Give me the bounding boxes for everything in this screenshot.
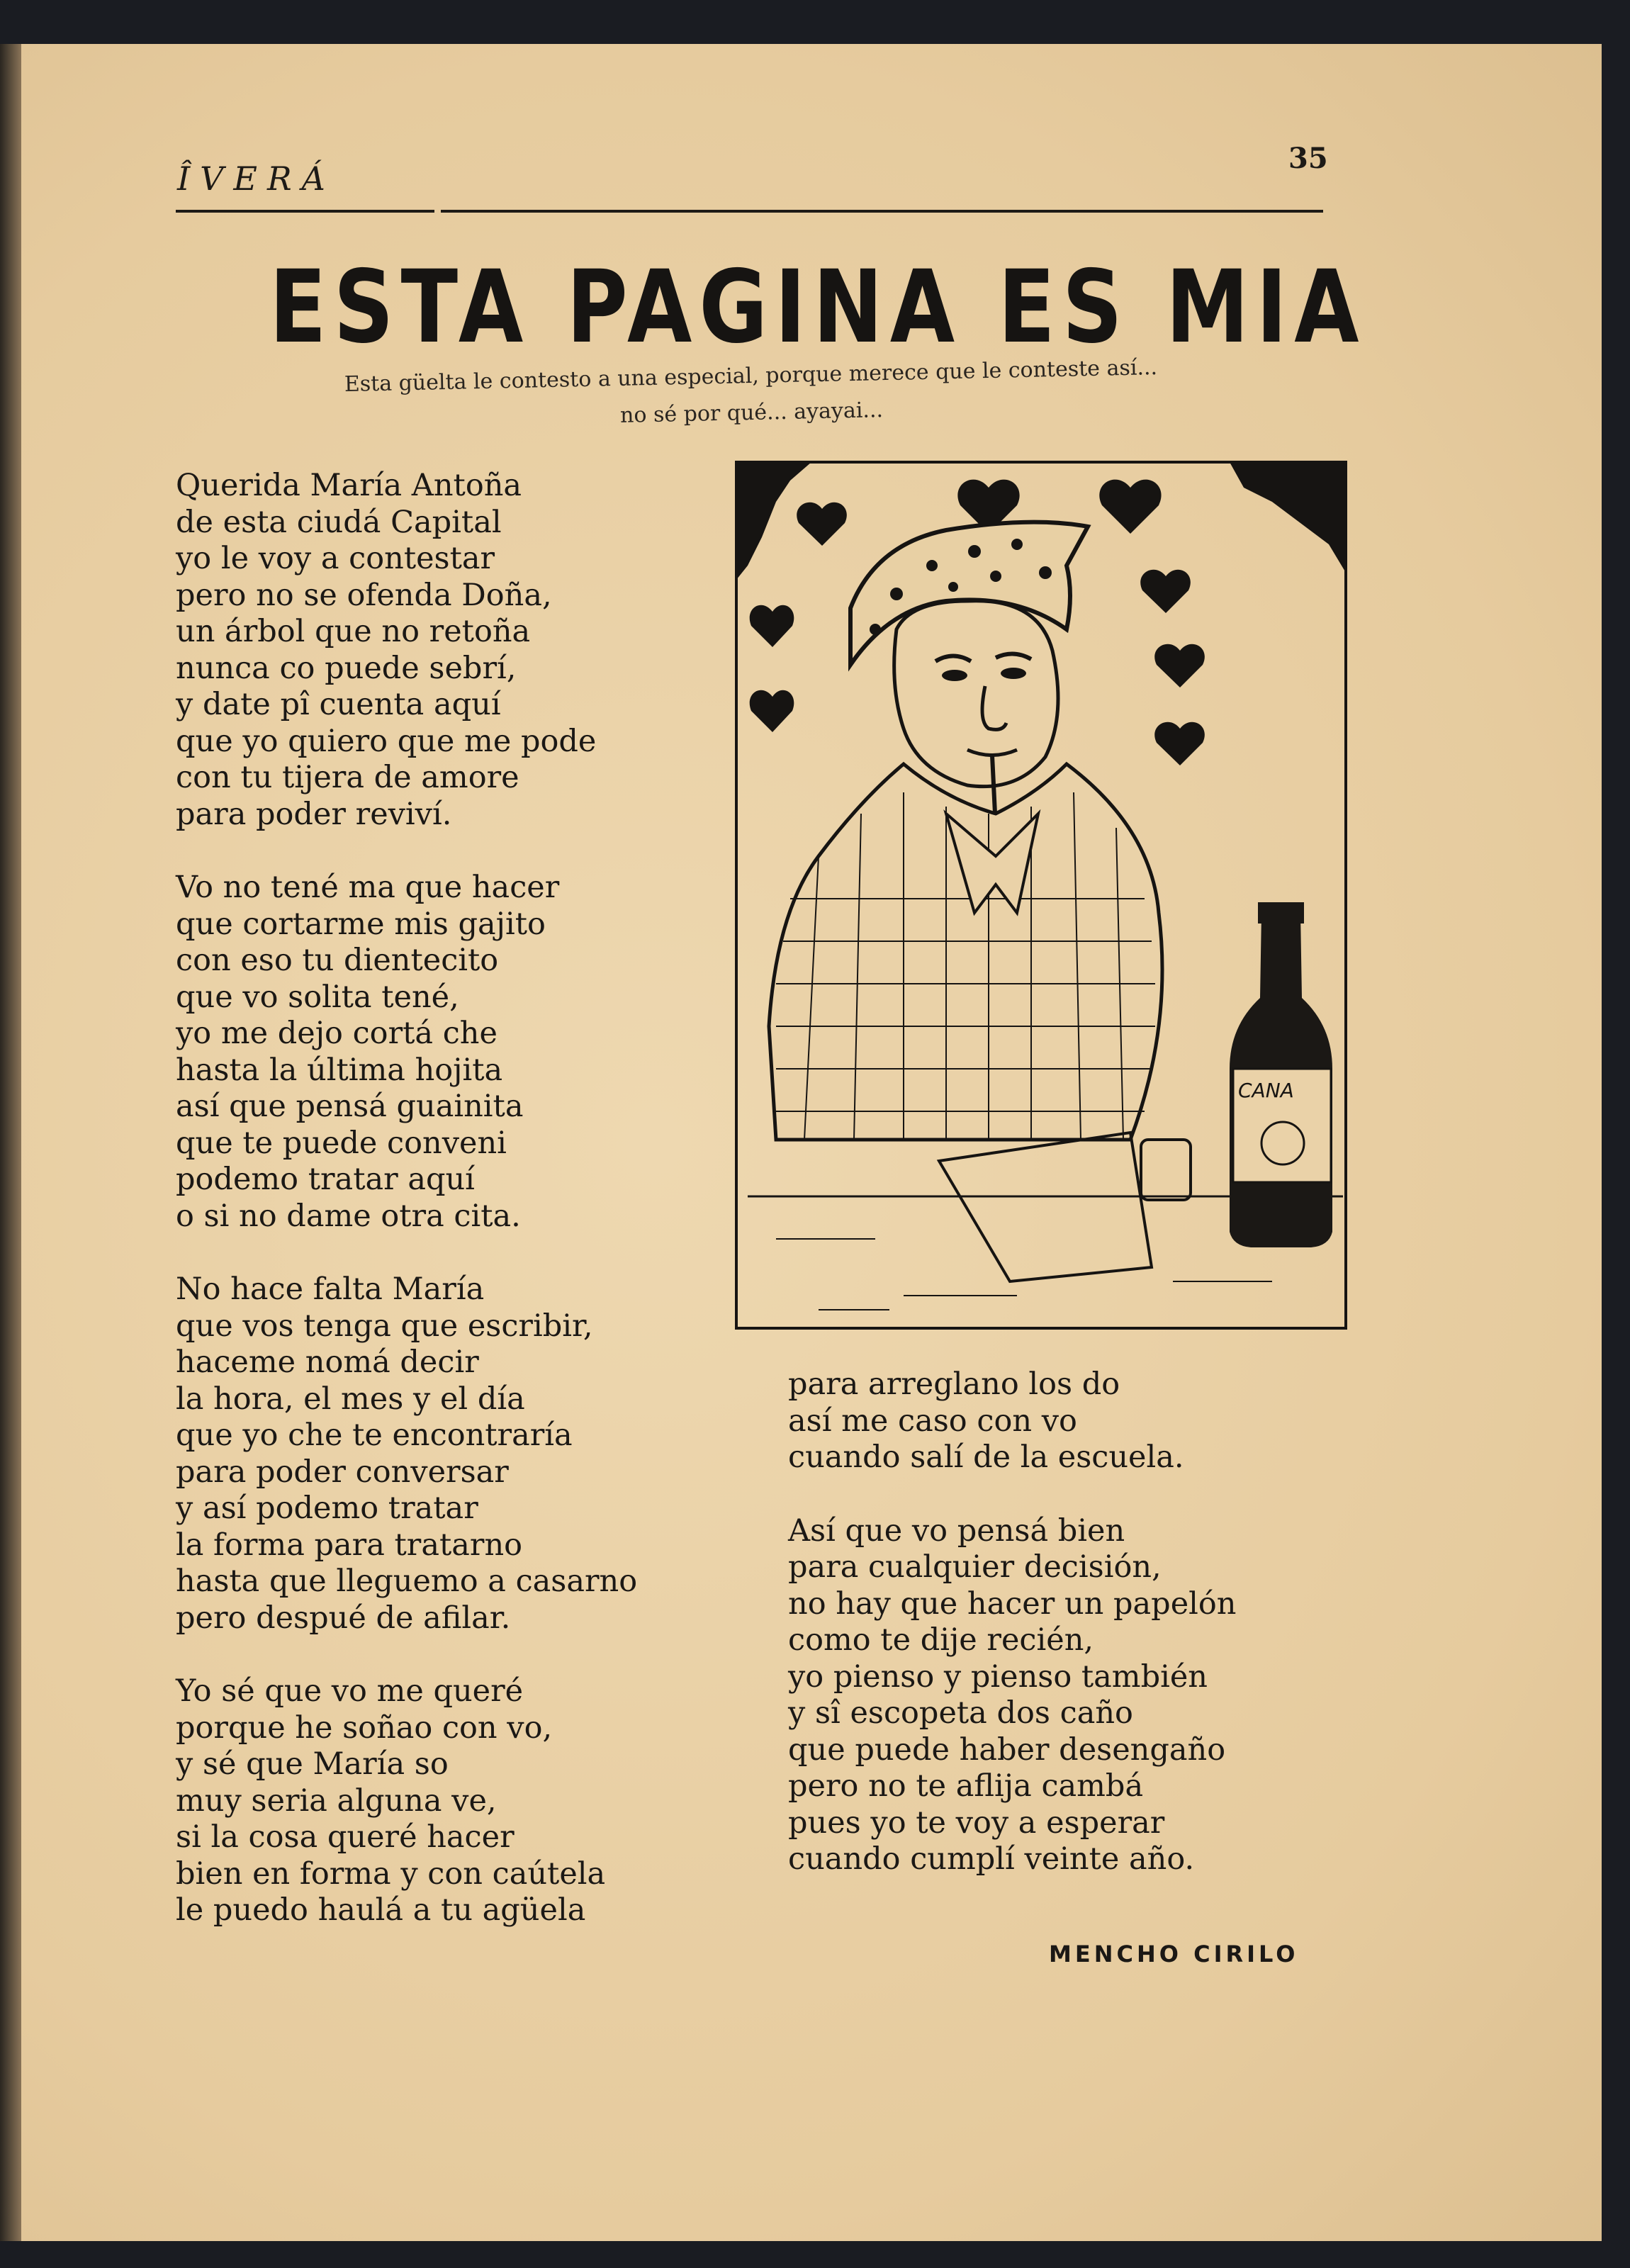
verse-line: que vo solita tené, [176,979,459,1015]
verse-line: que yo quiero que me pode [176,723,597,759]
verse-line: podemo tratar aquí [176,1162,475,1197]
stanza [176,468,637,833]
verse-line: nunca co puede sebrí, [176,650,517,686]
heart-icon [1140,570,1191,613]
poncho-shape [769,764,1162,1140]
book-binding [0,44,21,2241]
verse-line: y sé que María so [176,1746,449,1782]
verse-line: pero no te aflija cambá [788,1768,1144,1804]
running-title: ÎVERÁ [177,159,335,198]
verse-line: que vos tenga que escribir, [176,1308,593,1344]
table-strokes [776,1239,1272,1310]
verse-line: para poder conversar [176,1454,509,1490]
verse-line: de esta ciudá Capital [176,504,502,540]
corner-shade-right [1230,462,1346,573]
verse-line: así me caso con vo [788,1403,1077,1439]
verse-line: la hora, el mes y el día [176,1381,525,1417]
letter-paper [939,1133,1152,1281]
stanza [176,1673,637,1929]
stanza [176,870,637,1235]
face-shape [894,601,1058,787]
bottle-cap [1258,902,1304,924]
header-rule-right [441,210,1323,213]
verse-line: haceme nomá decir [176,1344,479,1380]
verse-line: para arreglano los do [788,1366,1120,1402]
verse-line: yo pienso y pienso también [788,1658,1208,1695]
heart-icon [750,605,794,647]
heart-icon [1154,722,1205,765]
poem-right-column [788,1366,1237,1915]
verse-line: bien en forma y con caútela [176,1856,606,1892]
verse-line: muy seria alguna ve, [176,1783,497,1819]
verse-line: No hace falta María [176,1271,485,1307]
subtitle-line-2: no sé por qué... ayayai... [619,398,884,428]
verse-line: no hay que hacer un papelón [788,1585,1237,1622]
verse-line: con eso tu dientecito [176,943,499,978]
header-rule-left [176,210,434,213]
author-signature: MENCHO CIRILO [1049,1941,1299,1967]
verse-line: o si no dame otra cita. [176,1198,521,1234]
verse-line: hasta que lleguemo a casarno [176,1564,638,1599]
verse-line: Querida María Antoña [176,468,522,503]
stanza [788,1366,1237,1476]
heart-icon [1099,480,1161,534]
verse-line: yo me dejo cortá che [176,1016,498,1051]
verse-line: un árbol que no retoña [176,614,531,649]
verse-line: que puede haber desengaño [788,1731,1226,1768]
illustration-frame [734,459,1350,1331]
verse-line: porque he soñao con vo, [176,1710,553,1746]
verse-line: y date pî cuenta aquí [176,687,501,722]
glass [1141,1140,1191,1200]
heart-icon [750,690,794,732]
verse-line: para poder reviví. [176,796,452,832]
article-title: ESTA PAGINA ES MIA [269,248,1366,366]
verse-line: para cualquier decisión, [788,1549,1162,1585]
verse-line: que te puede conveni [176,1125,507,1161]
verse-line: Así que vo pensá bien [788,1512,1125,1549]
verse-line: pues yo te voy a esperar [788,1804,1165,1841]
page-number: 35 [1288,142,1328,175]
verse-line: Yo sé que vo me queré [176,1673,524,1709]
verse-line: que cortarme mis gajito [176,906,546,942]
verse-line: le puedo haulá a tu agüela [176,1892,586,1928]
verse-line: que yo che te encontraría [176,1418,573,1453]
left-eye [942,670,967,681]
right-eye [1001,668,1026,679]
verse-line: la forma para tratarno [176,1527,523,1563]
bottle-label-text: CANA [1238,1079,1294,1102]
verse-line: cuando cumplí veinte año. [788,1841,1195,1877]
subtitle-line-1: Esta güelta le contesto a una especial, porque merece que le conteste así... [344,354,1158,398]
verse-line: Vo no tené ma que hacer [176,870,560,905]
heart-icon [797,503,847,546]
stanza [176,1271,637,1637]
verse-line: y así podemo tratar [176,1491,478,1526]
verse-line: y sî escopeta dos caño [788,1695,1133,1731]
verse-line: yo le voy a contestar [176,541,495,576]
verse-line: pero no se ofenda Doña, [176,577,552,613]
verse-line: pero despué de afilar. [176,1600,511,1636]
stanza [788,1513,1237,1878]
verse-line: si la cosa queré hacer [176,1819,515,1855]
verse-line: como te dije recién, [788,1622,1094,1658]
man-with-bottle-drawing-icon [734,459,1350,1331]
poem-left-column [176,468,637,1966]
verse-line: hasta la última hojita [176,1052,503,1088]
verse-line: cuando salí de la escuela. [788,1439,1184,1475]
heart-icon [1154,644,1205,687]
verse-line: con tu tijera de amore [176,760,519,795]
verse-line: así que pensá guainita [176,1089,524,1124]
